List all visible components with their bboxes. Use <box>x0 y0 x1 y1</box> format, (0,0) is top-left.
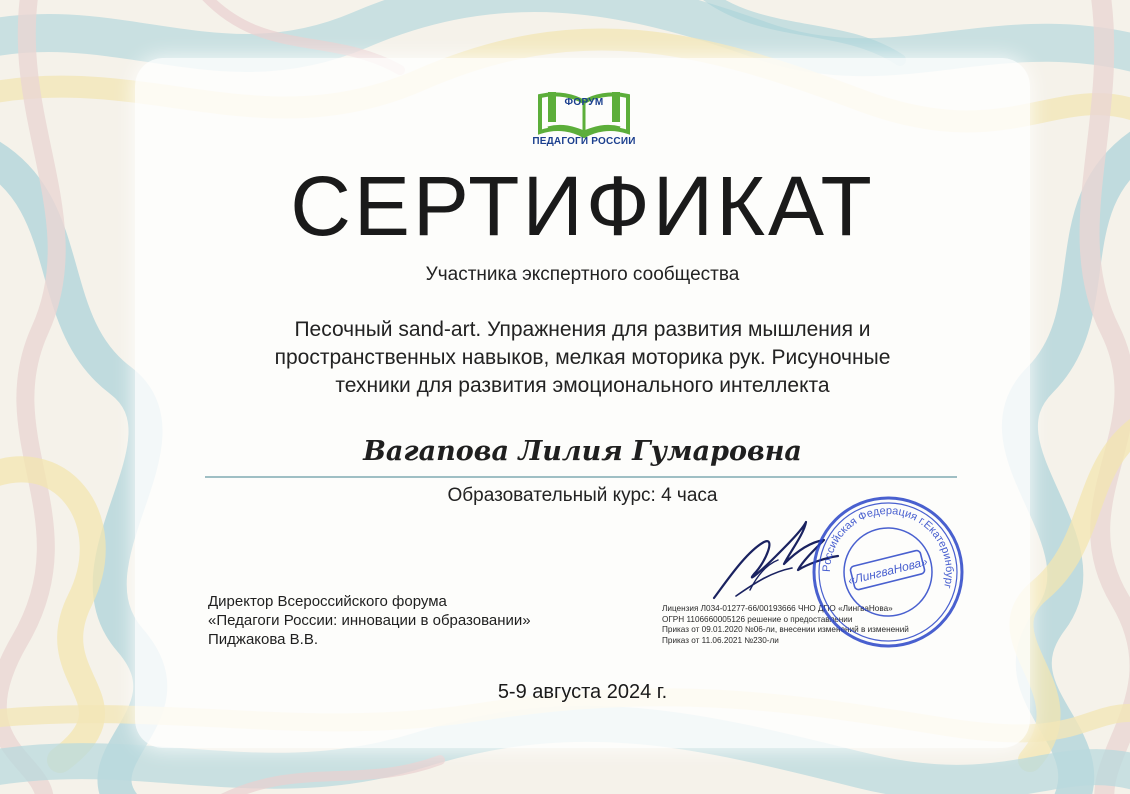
license-line: Приказ от 09.01.2020 №06-ли, внесении изменений в изменений <box>662 625 909 634</box>
license-line: Приказ от 11.06.2021 №230-ли <box>662 635 779 645</box>
license-line: ОГРН 1106660005126 решение о предоставлении <box>662 614 853 624</box>
certificate-subtitle: Участника экспертного сообщества <box>425 264 740 285</box>
course-hours: Образовательный курс: 4 часа <box>447 485 718 506</box>
director-block <box>208 592 628 649</box>
course-title-line: Песочный sand-art. Упражнения для развития мышления и <box>294 318 871 341</box>
director-line: Пиджакова В.В. <box>208 631 319 648</box>
course-title <box>190 316 975 400</box>
logo-brand-text: ПЕДАГОГИ РОССИИ <box>532 136 636 147</box>
director-line: «Педагоги России: инновации в образовании» <box>208 612 531 629</box>
event-date: 5-9 августа 2024 г. <box>497 681 668 703</box>
recipient-name: Вагапова Лилия Гумаровна <box>363 436 802 467</box>
license-line: Лицензия Л034-01277-66/00193666 ЧНО ДПО «ЛингваНова» <box>662 604 893 613</box>
director-line: Директор Всероссийского форума <box>208 593 447 610</box>
stamp-center-text: «ЛингваНова» <box>846 554 929 588</box>
official-stamp-icon <box>808 492 968 652</box>
stamp-ring-text: Российская Федерация г.Екатеринбург <box>820 504 956 590</box>
course-title-line: техники для развития эмоционального интеллекта <box>335 374 830 397</box>
course-title-line: пространственных навыков, мелкая моторика рук. Рисуночные <box>274 346 891 369</box>
name-underline <box>205 476 957 478</box>
certificate-title: СЕРТИФИКАТ <box>290 159 875 253</box>
logo-forum-text: ФОРУМ <box>564 97 604 108</box>
